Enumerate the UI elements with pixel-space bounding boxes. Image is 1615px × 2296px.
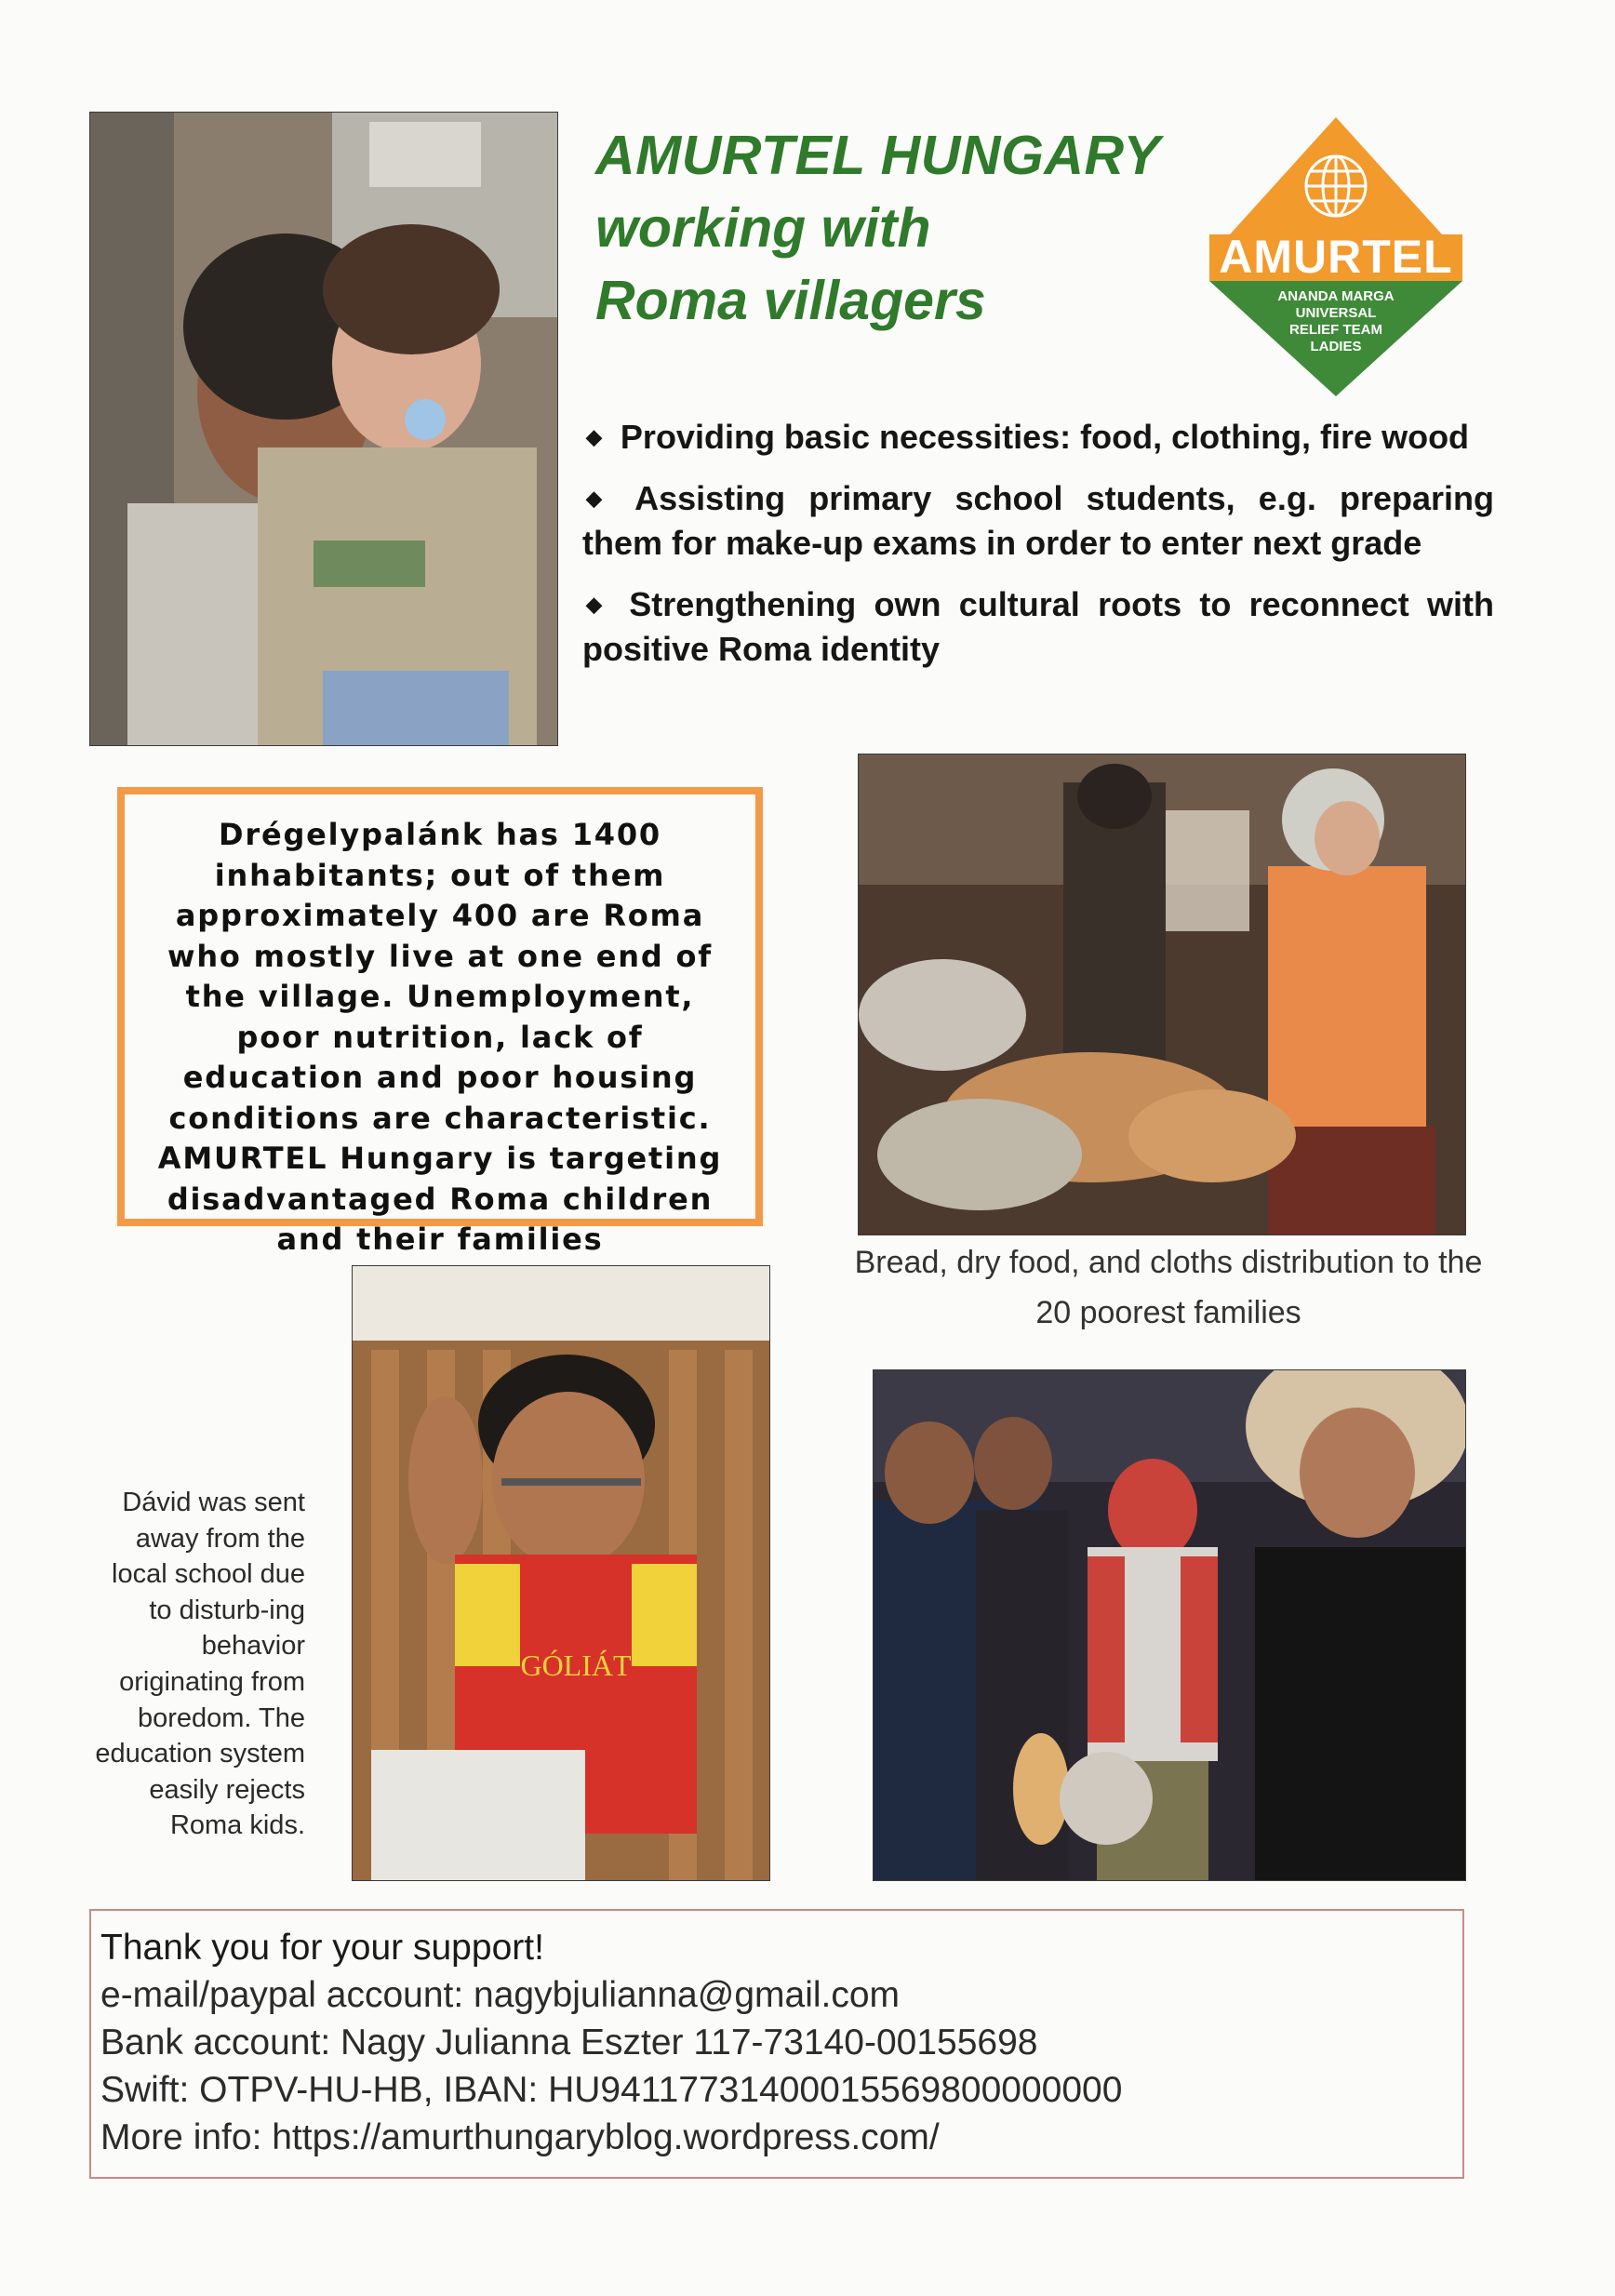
activities-list <box>582 415 1494 688</box>
diamond-bullet-icon: ◆ <box>586 425 602 448</box>
village-info-box: Drégelypalánk has 1400 inhabitants; out of them approximately 400 are Roma who mostly live at one end of the village. Unemployment, poor nutrition, lack of education and poor housing conditions are characteristic. AMURTEL Hungary is targeting disadvantaged Roma children and their families <box>117 787 763 1226</box>
diamond-bullet-icon: ◆ <box>586 487 617 510</box>
photo-food-distribution <box>858 754 1466 1235</box>
logo-line-3: RELIEF TEAM <box>1289 322 1382 338</box>
photo-group-of-children <box>873 1369 1466 1881</box>
logo-name: AMURTEL <box>1219 231 1453 283</box>
globe-icon <box>1306 156 1366 216</box>
logo-subtitle <box>1261 288 1410 355</box>
diamond-bullet-icon: ◆ <box>586 593 611 616</box>
swift-iban: Swift: OTPV-HU-HB, IBAN: HU94117731400015569800000000 <box>100 2070 1123 2110</box>
logo-line-1: ANANDA MARGA <box>1277 288 1395 304</box>
email-paypal-account[interactable]: e-mail/paypal account: nagybjulianna@gmail.com <box>100 1975 901 2015</box>
list-item: ◆ Providing basic necessities: food, clothing, fire wood <box>586 418 1470 456</box>
list-item: ◆ Strengthening own cultural roots to reconnect with positive Roma identity <box>582 585 1494 668</box>
photo-boy-david <box>352 1265 770 1881</box>
title-line-3: Roma villagers <box>595 270 986 331</box>
amurtel-logo <box>1206 115 1466 399</box>
thank-you-text: Thank you for your support! <box>100 1928 544 1968</box>
logo-line-4: LADIES <box>1310 339 1362 354</box>
david-caption: Dávid was sent away from the local school due to disturb-ing behavior originating from boredom. The education system easily rejects Roma kids. <box>95 1488 305 1841</box>
page-title <box>595 119 1228 337</box>
logo-line-2: UNIVERSAL <box>1295 305 1377 321</box>
title-line-1: AMURTEL HUNGARY <box>595 125 1161 186</box>
list-item: ◆ Assisting primary school students, e.g. preparing them for make-up exams in order to enter next grade <box>582 479 1494 562</box>
more-info-link[interactable]: More info: https://amurthungaryblog.wordpress.com/ <box>100 2117 940 2157</box>
title-line-2: working with <box>595 197 931 259</box>
shirt-print: GÓLIÁT <box>520 1649 632 1682</box>
photo-woman-and-child <box>89 112 558 746</box>
support-footer <box>89 1909 1464 2179</box>
distribution-caption: Bread, dry food, and cloths distribution to the 20 poorest families <box>854 1245 1483 1330</box>
bank-account: Bank account: Nagy Julianna Eszter 117-73140-00155698 <box>100 2022 1038 2062</box>
